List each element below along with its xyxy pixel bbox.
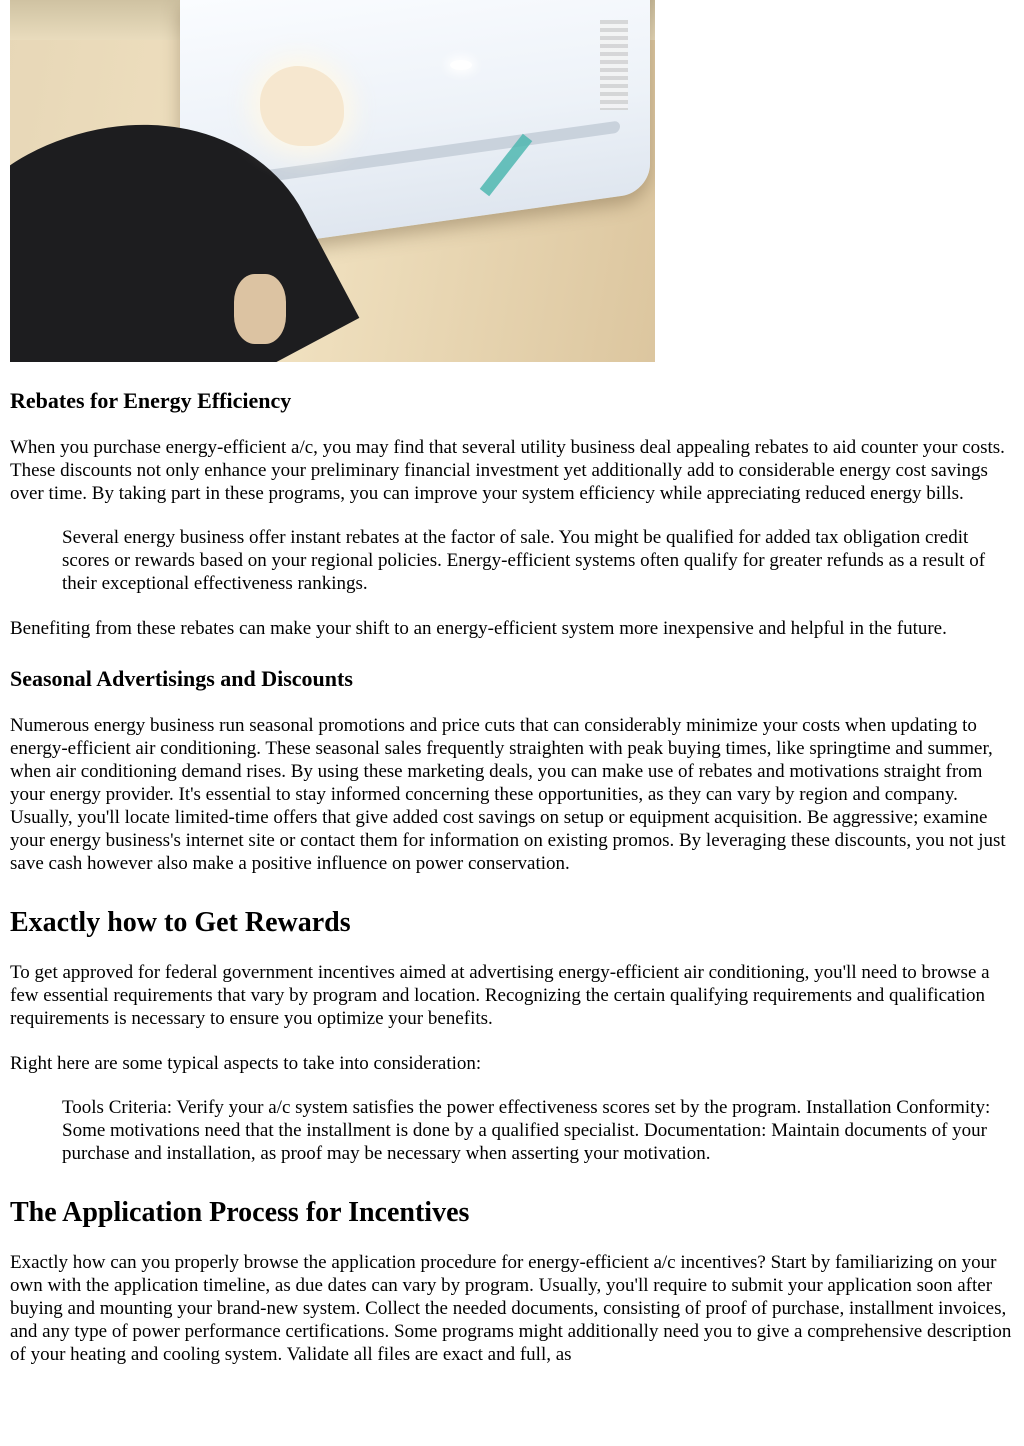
air-conditioner-photo xyxy=(10,0,655,362)
heading-rebates: Rebates for Energy Efficiency xyxy=(10,388,292,413)
paragraph-rebates-intro: When you purchase energy-efficient a/c, you may find that several utility business deal appealing rebates to aid counter your costs. These discounts not only enhance your preliminary financial investment yet additionally add to considerable energy cost savings over time. By taking part in these programs, you can improve your system efficiency while appreciating reduced energy bills. xyxy=(10,437,1005,504)
paragraph-seasonal: Numerous energy business run seasonal promotions and price cuts that can considerably minimize your costs when updating to energy-efficient air conditioning. These seasonal sales frequently straighten with peak buying times, like springtime and summer, when air conditioning demand rises. By using these marketing deals, you can make use of rebates and motivations straight from your energy provider. It's essential to stay informed concerning these opportunities, as they can vary by region and company. Usually, you'll locate limited-time offers that give added cost savings on setup or equipment acquisition. Be aggressive; examine your energy business's internet site or contact them for information on existing promos. By leveraging these discounts, you not just save cash however also make a positive influence on power conservation. xyxy=(10,715,1006,874)
heading-rewards: Exactly how to Get Rewards xyxy=(10,907,351,938)
installer-hand-lower xyxy=(234,274,286,344)
heading-application: The Application Process for Incentives xyxy=(10,1197,470,1228)
quote-rewards-criteria: Tools Criteria: Verify your a/c system satisfies the power effectiveness scores set by the program. Installation Conformity: Some motivations need that the installment is done by a qualified specialist. Documentation: Maintain documents of your purchase and installation, as proof may be necessary when asserting your motivation. xyxy=(62,1097,991,1164)
heading-seasonal: Seasonal Advertisings and Discounts xyxy=(10,666,353,691)
paragraph-rebates-benefit: Benefiting from these rebates can make your shift to an energy-efficient system more inexpensive and helpful in the future. xyxy=(10,618,947,639)
ac-spec-label xyxy=(600,20,628,110)
paragraph-rewards-intro: To get approved for federal government incentives aimed at advertising energy-efficient air conditioning, you'll need to browse a few essential requirements that vary by program and location. Recognizing the certain qualifying requirements and qualification requirements is necessary to ensure you optimize your benefits. xyxy=(10,962,990,1029)
paragraph-application: Exactly how can you properly browse the application procedure for energy-efficient a/c incentives? Start by familiarizing on your own with the application timeline, as due dates can vary by program. Usually, you'll require to submit your application soon after buying and mounting your brand-new system. Collect the needed documents, consisting of proof of purchase, installment invoices, and any type of power performance certifications. Some programs might additionally need you to give a comprehensive description of your heating and cooling system. Validate all files are exact and full, as xyxy=(10,1252,1012,1365)
paragraph-rewards-aspects: Right here are some typical aspects to take into consideration: xyxy=(10,1053,482,1074)
ac-indicator-light xyxy=(450,60,472,70)
quote-rebates: Several energy business offer instant rebates at the factor of sale. You might be qualified for added tax obligation credit scores or rewards based on your regional policies. Energy-efficient systems often qualify for greater refunds as a result of their exceptional effectiveness rankings. xyxy=(62,527,986,594)
